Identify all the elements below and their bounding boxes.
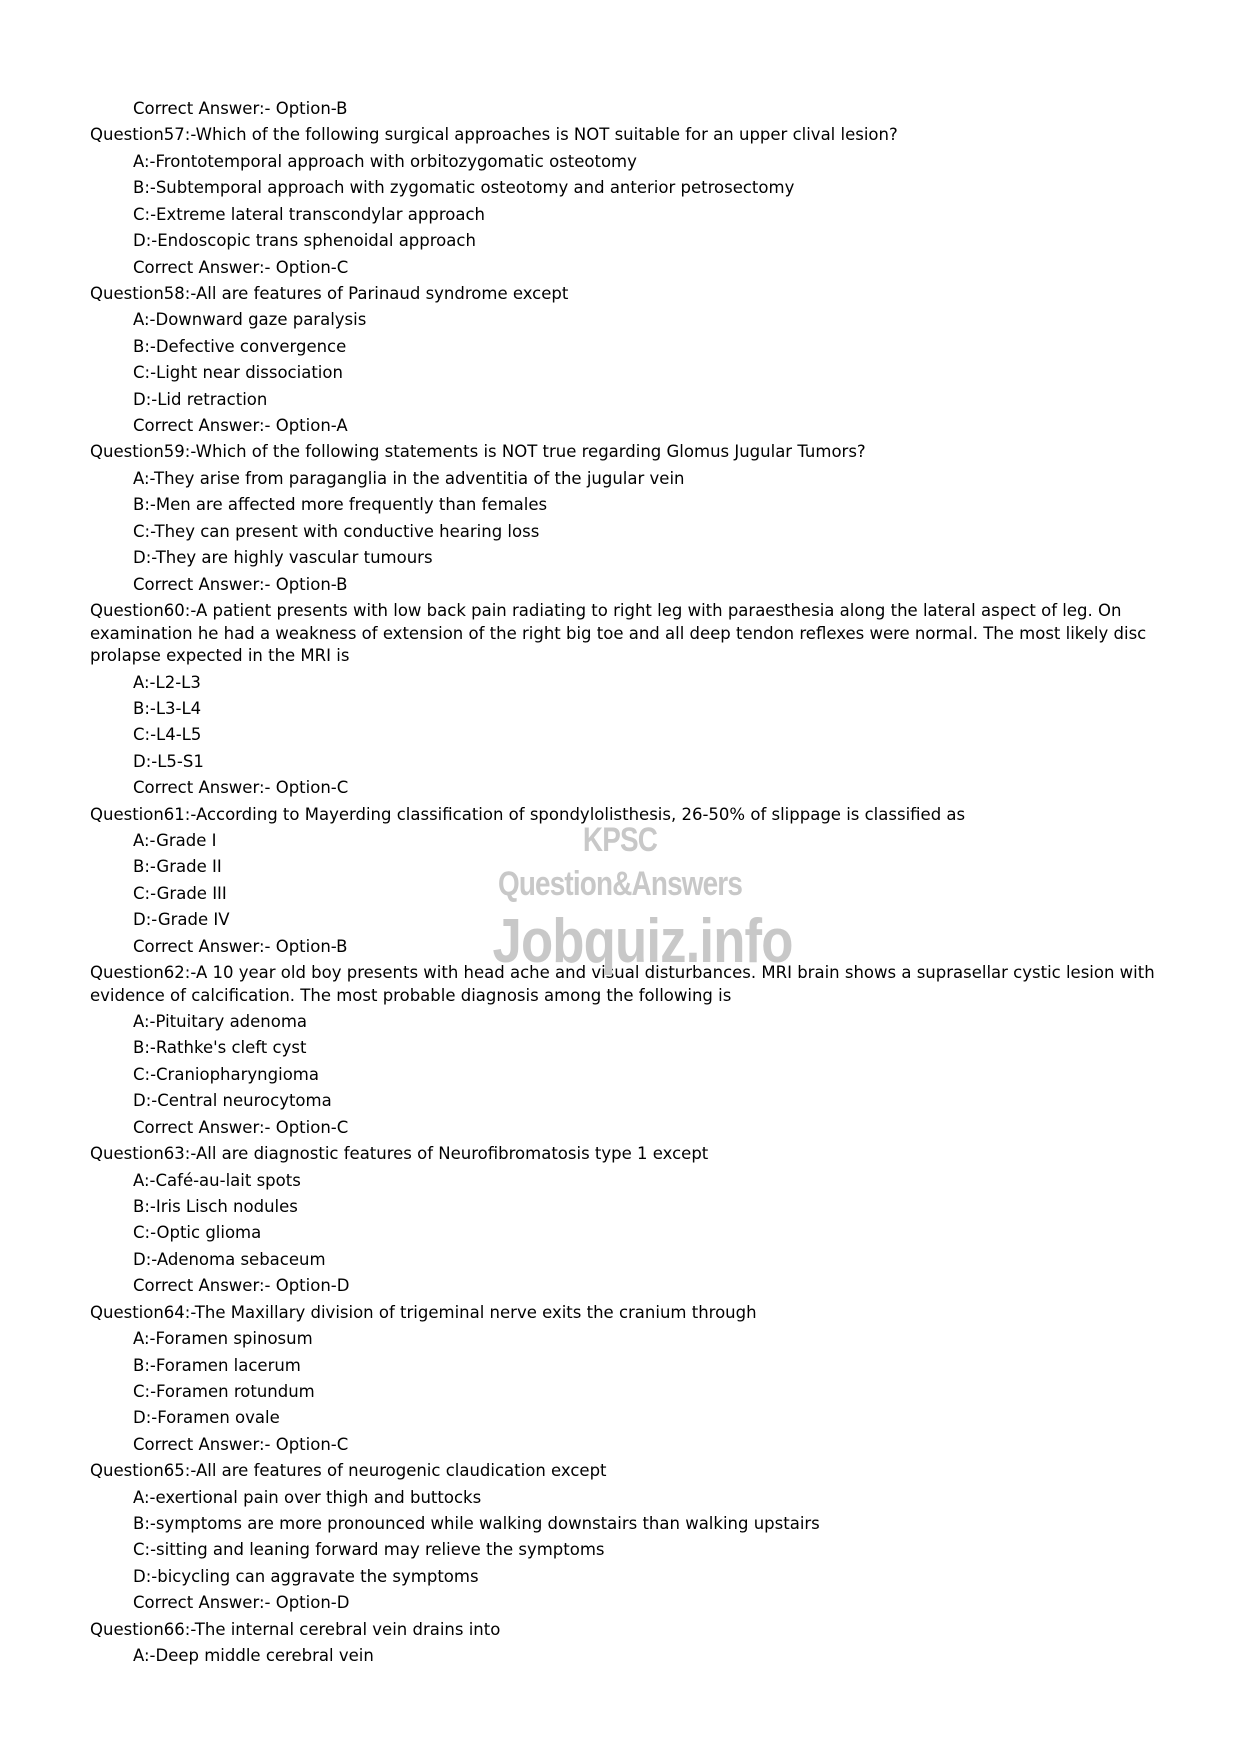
q60-correct-answer: Correct Answer:- Option-C: [133, 778, 349, 798]
q58-option-a: A:-Downward gaze paralysis: [133, 310, 367, 330]
q58-option-d: D:-Lid retraction: [133, 389, 268, 409]
q61-option-b: B:-Grade II: [133, 857, 222, 877]
q65-option-c: C:-sitting and leaning forward may relieve the symptoms: [133, 1540, 605, 1560]
q60-option-b: B:-L3-L4: [133, 698, 202, 718]
question-62: Question62:-A 10 year old boy presents with head ache and visual disturbances. MRI brain shows a suprasellar cystic lesion with evidence of calcification. The most probable diagnosis among the following is: [90, 963, 1155, 1005]
q57-option-d: D:-Endoscopic trans sphenoidal approach: [133, 231, 476, 251]
q65-option-d: D:-bicycling can aggravate the symptoms: [133, 1566, 479, 1586]
q65-option-b: B:-symptoms are more pronounced while walking downstairs than walking upstairs: [133, 1514, 820, 1534]
q63-option-c: C:-Optic glioma: [133, 1223, 262, 1243]
q64-correct-answer: Correct Answer:- Option-C: [133, 1434, 349, 1454]
q61-option-d: D:-Grade IV: [133, 910, 230, 930]
question-60: Question60:-A patient presents with low back pain radiating to right leg with paraesthesia along the lateral aspect of leg. On examination he had a weakness of extension of the right big toe and all deep tendon reflexes were normal. The most likely disc prolapse expected in the MRI is: [90, 601, 1147, 665]
q61-option-a: A:-Grade I: [133, 831, 217, 851]
question-paper-page: [90, 96, 1160, 1670]
q61-option-c: C:-Grade III: [133, 883, 227, 903]
q63-correct-answer: Correct Answer:- Option-D: [133, 1276, 350, 1296]
q59-option-d: D:-They are highly vascular tumours: [133, 548, 433, 568]
q57-correct-answer: Correct Answer:- Option-C: [133, 257, 349, 277]
q64-option-a: A:-Foramen spinosum: [133, 1329, 313, 1349]
q63-option-d: D:-Adenoma sebaceum: [133, 1249, 326, 1269]
question-58: Question58:-All are features of Parinaud syndrome except: [90, 283, 569, 303]
q63-option-b: B:-Iris Lisch nodules: [133, 1197, 298, 1216]
q58-correct-answer: Correct Answer:- Option-A: [133, 416, 348, 436]
q62-option-d: D:-Central neurocytoma: [133, 1091, 332, 1111]
q65-option-a: A:-exertional pain over thigh and buttocks: [133, 1487, 482, 1507]
q60-option-d: D:-L5-S1: [133, 751, 204, 771]
question-66: Question66:-The internal cerebral vein drains into: [90, 1619, 501, 1639]
question-63: Question63:-All are diagnostic features of Neurofibromatosis type 1 except: [90, 1144, 709, 1164]
question-59: Question59:-Which of the following statements is NOT true regarding Glomus Jugular Tumors?: [90, 442, 866, 462]
q60-option-c: C:-L4-L5: [133, 725, 202, 745]
question-61: Question61:-According to Mayerding classification of spondylolisthesis, 26-50% of slippage is classified as: [90, 804, 966, 824]
q62-option-a: A:-Pituitary adenoma: [133, 1012, 308, 1032]
question-65: Question65:-All are features of neurogenic claudication except: [90, 1461, 607, 1481]
q57-option-c: C:-Extreme lateral transcondylar approach: [133, 204, 485, 224]
watermark-line-2: Jobquiz.info: [492, 907, 793, 976]
q62-correct-answer: Correct Answer:- Option-C: [133, 1117, 349, 1137]
q64-option-d: D:-Foramen ovale: [133, 1408, 280, 1428]
q59-option-c: C:-They can present with conductive hearing loss: [133, 521, 540, 541]
q62-option-c: C:-Craniopharyngioma: [133, 1064, 319, 1084]
q59-option-a: A:-They arise from paraganglia in the adventitia of the jugular vein: [133, 468, 685, 488]
q58-option-c: C:-Light near dissociation: [133, 363, 343, 383]
question-64: Question64:-The Maxillary division of trigeminal nerve exits the cranium through: [90, 1302, 757, 1322]
correct-answer-56: Correct Answer:- Option-B: [133, 99, 348, 118]
q61-correct-answer: Correct Answer:- Option-B: [133, 936, 348, 956]
q60-option-a: A:-L2-L3: [133, 672, 201, 692]
question-57: Question57:-Which of the following surgical approaches is NOT suitable for an upper clival lesion?: [90, 125, 898, 145]
q65-correct-answer: Correct Answer:- Option-D: [133, 1593, 350, 1613]
watermark-line-1: KPSC Question&Answers: [497, 821, 743, 903]
q57-option-b: B:-Subtemporal approach with zygomatic osteotomy and anterior petrosectomy: [133, 178, 795, 198]
q57-option-a: A:-Frontotemporal approach with orbitozygomatic osteotomy: [133, 151, 637, 171]
q66-option-a: A:-Deep middle cerebral vein: [133, 1646, 374, 1666]
q59-option-b: B:-Men are affected more frequently than females: [133, 495, 548, 515]
q63-option-a: A:-Café-au-lait spots: [133, 1170, 301, 1190]
q62-option-b: B:-Rathke's cleft cyst: [133, 1038, 307, 1058]
q58-option-b: B:-Defective convergence: [133, 336, 347, 356]
q64-option-c: C:-Foramen rotundum: [133, 1381, 315, 1401]
q64-option-b: B:-Foramen lacerum: [133, 1355, 301, 1375]
q59-correct-answer: Correct Answer:- Option-B: [133, 574, 348, 594]
